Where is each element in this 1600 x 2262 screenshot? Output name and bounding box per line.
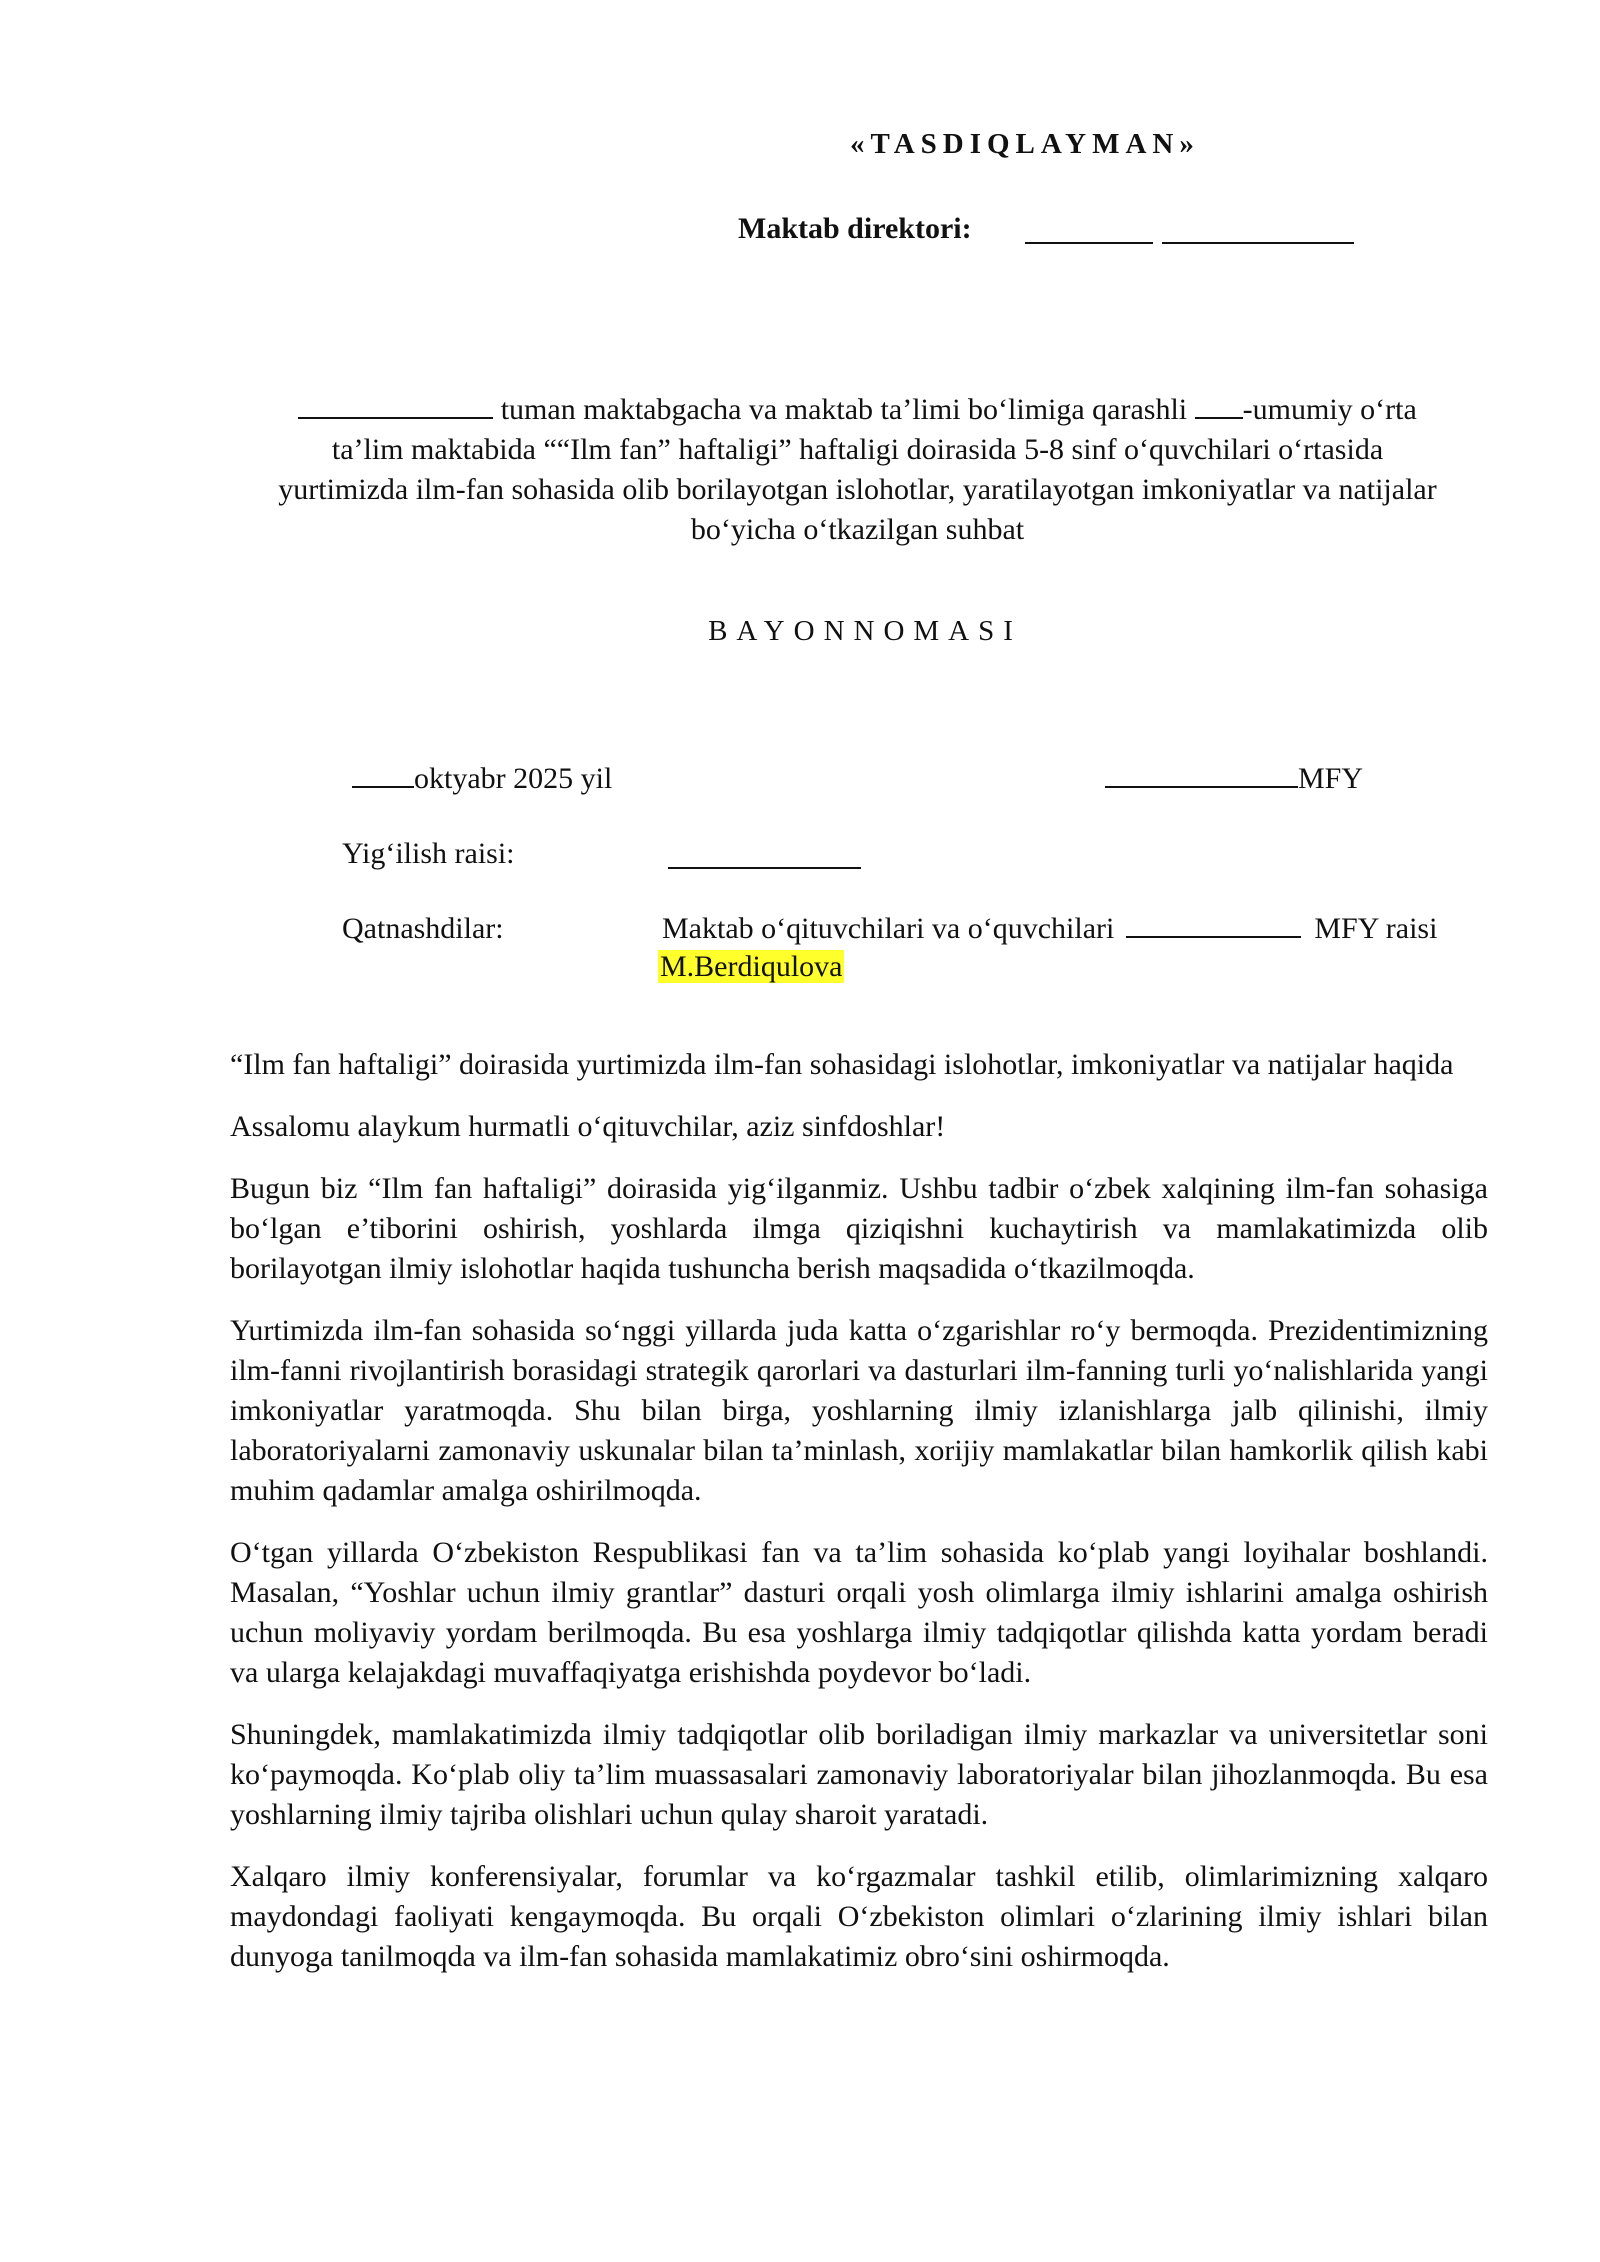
chair-label: Yig‘ilish raisi:	[342, 837, 515, 870]
mfy-text: MFY	[1298, 762, 1364, 795]
intro-line-2: ta’lim maktabida ““Ilm fan” haftaligi” haftaligi doirasida 5-8 sinf o‘quvchilari o‘rtasida	[331, 433, 1384, 466]
participants-role: MFY raisi	[1314, 912, 1438, 945]
mfy-blank	[1105, 764, 1298, 788]
mfy-chair-blank	[1126, 914, 1301, 938]
school-number-blank	[1195, 395, 1243, 419]
intro-line-3: yurtimizda ilm-fan sohasida olib borilayotgan islohotlar, yaratilayotgan imkoniyatlar va natijalar	[278, 473, 1437, 506]
participants-label: Qatnashdilar:	[342, 912, 504, 945]
body-paragraph: Xalqaro ilmiy konferensiyalar, forumlar va ko‘rgazmalar tashkil etilib, olimlarimizning xalqaro maydondagi faoliyati kengaymoqda. Bu orqali O‘zbekiston olimlari o‘zlarining ilmiy ishlari bilan dunyoga tanilmoqda va ilm-fan sohasida mamlakatimiz obro‘sini oshirmoqda.	[230, 1860, 1488, 1973]
mfy-row	[1105, 762, 1363, 796]
intro-block	[225, 390, 1490, 550]
intro-line-1: tuman maktabgacha va maktab ta’limi bo‘limiga qarashli -umumiy o‘rta	[225, 390, 1490, 430]
body-paragraph: Shuningdek, mamlakatimizda ilmiy tadqiqotlar olib boriladigan ilmiy markazlar va universitetlar soni ko‘paymoqda. Ko‘plab oliy ta’lim muassasalari zamonaviy laboratoriyalar bilan jihozlanmoqda. Bu esa yoshlarning ilmiy tajriba olishlari uchun qulay sharoit yaratadi.	[230, 1718, 1488, 1831]
district-blank	[298, 395, 493, 419]
participants-text: Maktab o‘qituvchilari va o‘quvchilari	[662, 912, 1115, 945]
document-title: BAYONNOMASI	[708, 615, 1022, 647]
participants-line	[662, 912, 1437, 946]
intro-line-4: bo‘yicha o‘tkazilgan suhbat	[690, 513, 1025, 546]
body-paragraph: Bugun biz “Ilm fan haftaligi” doirasida yig‘ilganmiz. Ushbu tadbir o‘zbek xalqining ilm-fan sohasiga bo‘lgan e’tiborini oshirish, yoshlarda ilmga qiziqishni kuchaytirish va mamlakatimizda olib borilayotgan ilmiy islohotlar haqida tushuncha berish maqsadida o‘tkazilmoqda.	[230, 1172, 1488, 1285]
body-paragraph: Assalomu alaykum hurmatli o‘qituvchilar, aziz sinfdoshlar!	[230, 1110, 946, 1143]
date-text: oktyabr 2025 yil	[414, 762, 613, 795]
approval-heading: «TASDIQLAYMAN»	[850, 128, 1200, 160]
participants-name-row	[658, 950, 844, 984]
body-text	[230, 1045, 1488, 1999]
director-name-blank	[1162, 242, 1354, 244]
day-blank	[352, 764, 414, 788]
date-row	[352, 762, 612, 796]
participants-name: M.Berdiqulova	[660, 950, 843, 983]
body-paragraph: O‘tgan yillarda O‘zbekiston Respublikasi fan va ta’lim sohasida ko‘plab yangi loyihalar boshlandi. Masalan, “Yoshlar uchun ilmiy grantlar” dasturi orqali yosh olimlarga ilmiy ishlarini amalga oshirish uchun moliyaviy yordam berilmoqda. Bu esa yoshlarga ilmiy tadqiqotlar qilishda katta yordam beradi va ularga kelajakdagi muvaffaqiyatga erishishda poydevor bo‘ladi.	[230, 1536, 1488, 1689]
director-signature-blank	[1025, 242, 1153, 244]
director-label: Maktab direktori:	[738, 212, 972, 245]
body-paragraph: “Ilm fan haftaligi” doirasida yurtimizda ilm-fan sohasidagi islohotlar, imkoniyatlar va natijalar haqida	[230, 1048, 1454, 1081]
body-paragraph: Yurtimizda ilm-fan sohasida so‘nggi yillarda juda katta o‘zgarishlar ro‘y bermoqda. Prezidentimizning ilm-fanni rivojlantirish borasidagi strategik qarorlari va dasturlari ilm-fanning turli yo‘nalishlarida yangi imkoniyatlar yaratmoqda. Shu bilan birga, yoshlarning ilmiy izlanishlarga jalb qilinishi, ilmiy laboratoriyalarni zamonaviy uskunalar bilan ta’minlash, xorijiy mamlakatlar bilan hamkorlik qilish kabi muhim qadamlar amalga oshirilmoqda.	[230, 1314, 1488, 1507]
chair-blank	[668, 845, 861, 869]
